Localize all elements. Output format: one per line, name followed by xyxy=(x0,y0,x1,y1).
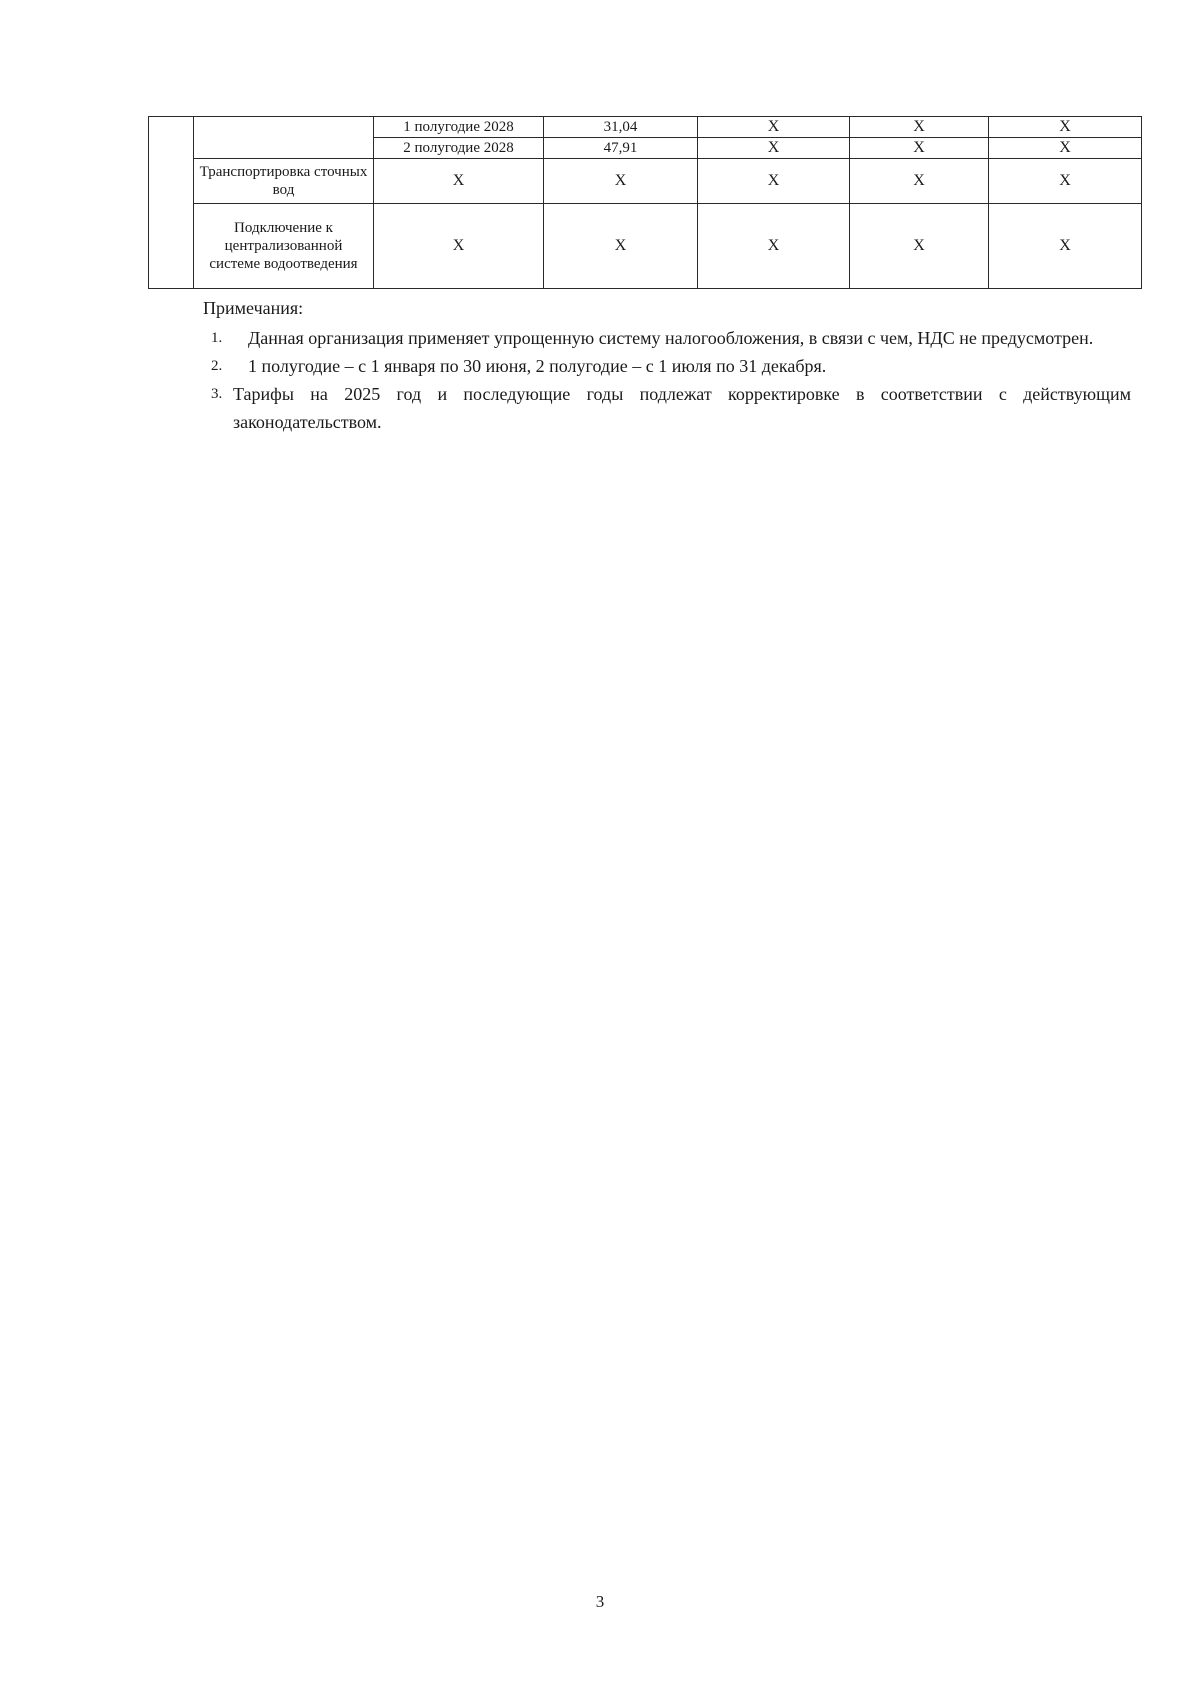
value-cell: Х xyxy=(698,117,850,138)
table-row xyxy=(149,117,1142,138)
row-number-cell xyxy=(149,117,194,289)
notes-section xyxy=(203,294,1131,436)
note-number: 1. xyxy=(211,330,223,346)
value-cell: Х xyxy=(850,159,989,204)
tariff-table xyxy=(148,116,1142,289)
service-cell xyxy=(194,117,374,159)
period-cell: Х xyxy=(374,159,544,204)
value-cell: Х xyxy=(989,138,1142,159)
note-text: Тарифы на 2025 год и последующие годы подлежат корректировке в соответствии с действующим законодательством. xyxy=(233,384,1131,432)
note-item xyxy=(203,352,1131,380)
value-cell: Х xyxy=(850,138,989,159)
value-cell: Х xyxy=(989,204,1142,289)
value-cell: 47,91 xyxy=(544,138,698,159)
notes-title: Примечания: xyxy=(203,298,304,318)
period-cell: Х xyxy=(374,204,544,289)
service-cell: Транспортировка сточных вод xyxy=(194,159,374,204)
period-cell: 2 полугодие 2028 xyxy=(374,138,544,159)
note-item xyxy=(203,324,1131,352)
value-cell: Х xyxy=(544,159,698,204)
value-cell: Х xyxy=(989,117,1142,138)
note-text: 1 полугодие – с 1 января по 30 июня, 2 полугодие – с 1 июля по 31 декабря. xyxy=(248,356,827,376)
note-item xyxy=(203,380,1131,436)
note-number: 3. xyxy=(211,386,223,402)
value-cell: Х xyxy=(850,204,989,289)
table-row xyxy=(149,204,1142,289)
table-row xyxy=(149,159,1142,204)
value-cell: 31,04 xyxy=(544,117,698,138)
value-cell: Х xyxy=(544,204,698,289)
value-cell: Х xyxy=(698,204,850,289)
value-cell: Х xyxy=(850,117,989,138)
value-cell: Х xyxy=(698,138,850,159)
page-number: 3 xyxy=(595,1592,605,1611)
value-cell: Х xyxy=(698,159,850,204)
note-text: Данная организация применяет упрощенную систему налогообложения, в связи с чем, НДС не предусмотрен. xyxy=(248,328,1094,348)
period-cell: 1 полугодие 2028 xyxy=(374,117,544,138)
service-cell: Подключение к централизованной системе водоотведения xyxy=(194,204,374,289)
note-number: 2. xyxy=(211,358,223,374)
value-cell: Х xyxy=(989,159,1142,204)
